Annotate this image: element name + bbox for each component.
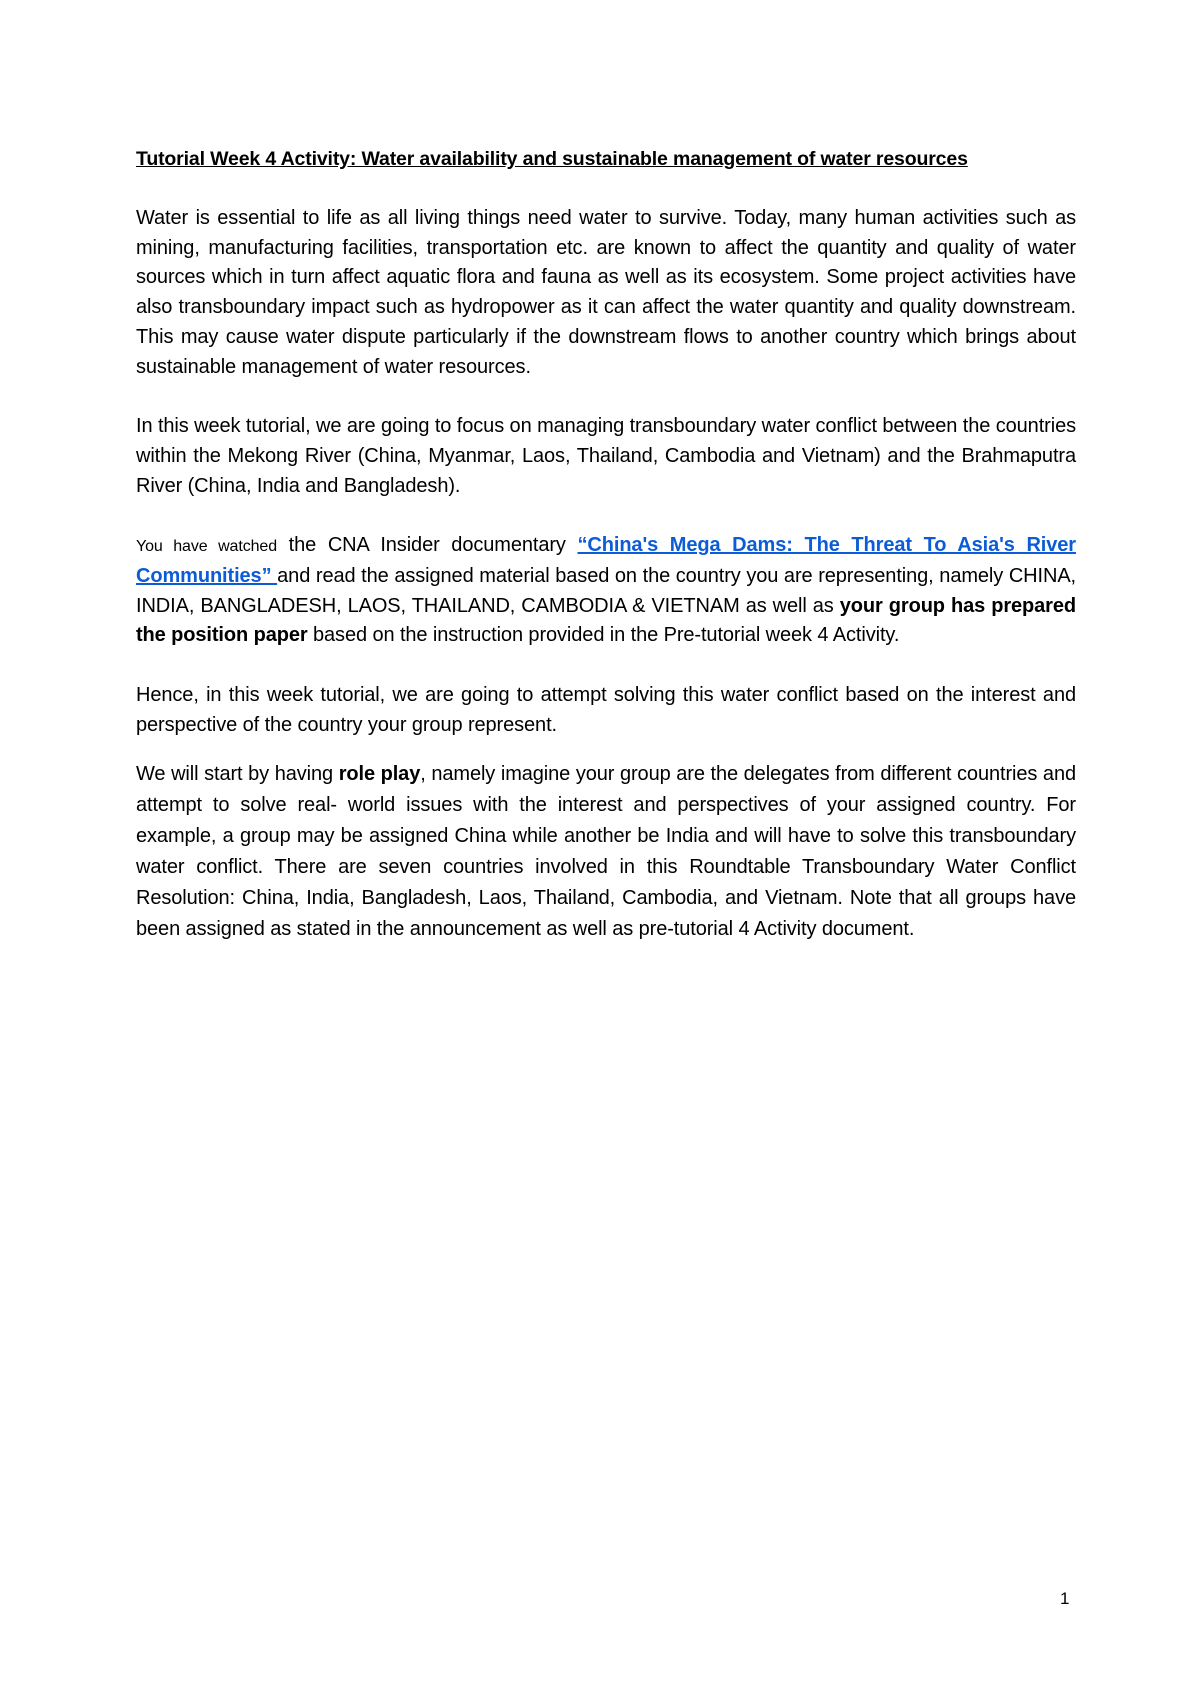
paragraph-documentary-lead: You have watched <box>136 538 277 556</box>
paragraph-documentary-end: based on the instruction provided in the Pre-tutorial week 4 Activity. <box>307 624 900 647</box>
paragraph-documentary-text: the CNA Insider documentary <box>277 534 578 557</box>
paragraph-documentary <box>136 531 1076 651</box>
paragraph-focus: In this week tutorial, we are going to focus on managing transboundary water conflict between the countries within the Mekong River (China, Myanmar, Laos, Thailand, Cambodia and Vietnam) and the Brahmaputra River (China, India and Bangladesh). <box>136 415 1076 497</box>
paragraph-role-play-end: , namely imagine your group are the delegates from different countries and attempt to solve real- world issues with the interest and perspectives of your assigned country. For example, a group may be assigned China while another be India and will have to solve this transboundary water conflict. There are seven countries involved in this Roundtable Transboundary Water Conflict Resolution: China, India, Bangladesh, Laos, Thailand, Cambodia, and Vietnam. Note that all groups have been assigned as stated in the announcement as well as pre-tutorial 4 Activity document. <box>136 762 1076 940</box>
paragraph-role-play-bold: role play <box>338 762 421 785</box>
page-title: Tutorial Week 4 Activity: Water availability and sustainable management of water resources <box>136 148 968 170</box>
paragraph-hence: Hence, in this week tutorial, we are going to attempt solving this water conflict based on the interest and perspective of the country your group represent. <box>136 684 1076 736</box>
paragraph-role-play <box>136 759 1076 945</box>
paragraph-intro: Water is essential to life as all living things need water to survive. Today, many human activities such as mining, manufacturing facilities, transportation etc. are known to affect the quantity and quality of water sources which in turn affect aquatic flora and fauna as well as its ecosystem. Some project activities have also transboundary impact such as hydropower as it can affect the water quantity and quality downstream. This may cause water dispute particularly if the downstream flows to another country which brings about sustainable management of water resources. <box>136 207 1076 378</box>
paragraph-documentary-bold: your group has prepared the position paper <box>136 594 1076 647</box>
paragraph-role-play-start: We will start by having <box>136 762 339 785</box>
page-number: 1 <box>1060 1589 1070 1608</box>
document-body <box>136 146 1076 945</box>
paragraph-documentary-text-2: and read the assigned material based on the country you are representing, namely CHINA, INDIA, BANGLADESH, LAOS, THAILAND, CAMBODIA & VIETNAM as well as <box>136 565 1077 617</box>
documentary-link[interactable]: “China's Mega Dams: The Threat To Asia's River Communities” <box>136 534 1076 588</box>
